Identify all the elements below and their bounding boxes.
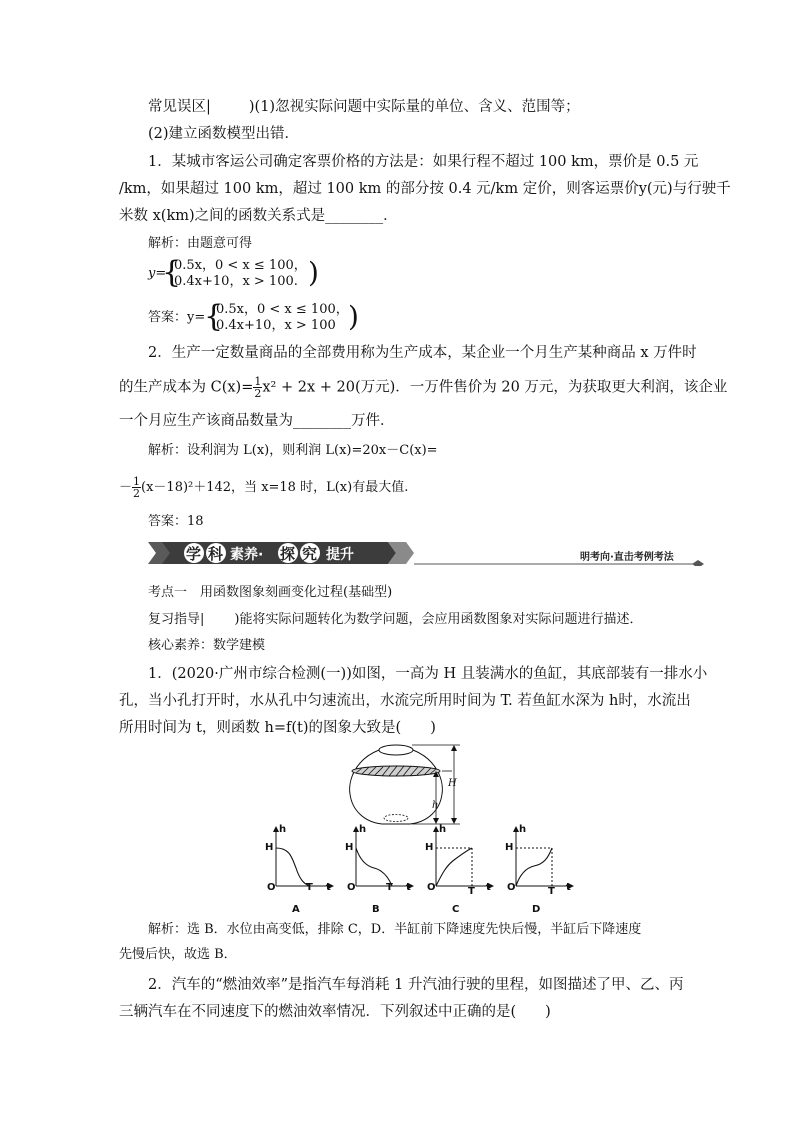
banner-char-3: 探: [280, 545, 296, 563]
graph-D-t: t: [566, 882, 571, 893]
common-mistakes-label: 常见误区|: [148, 99, 211, 115]
banner-right-text: 明考向·直击考例考法: [580, 552, 674, 563]
k1-title: 考点一 用函数图象刻画变化过程(基础型): [148, 585, 393, 600]
k1-core: 核心素养：数学建模: [148, 638, 266, 653]
graph-A-H: H: [265, 842, 274, 853]
option-B-label: B: [372, 904, 380, 915]
q1-line3: 米数 x(km)之间的函数关系式是________．: [119, 208, 398, 224]
p1-line3: 所用时间为 t，则函数 h=f(t)的图象大致是( ): [119, 720, 436, 736]
common-mistakes-line2: (2)建立函数模型出错．: [148, 126, 300, 142]
q1-line1: 1．某城市客运公司确定客票价格的方法是：如果行程不超过 100 km，票价是 0.5 元: [148, 154, 699, 170]
left-brace-icon: {: [162, 255, 182, 290]
fraction-one-half: $\frac{1}{2}$: [254, 375, 262, 400]
graph-D-h: h: [519, 824, 527, 835]
graph-A-T: T: [306, 882, 313, 893]
graph-C-T: T: [468, 886, 475, 897]
banner-char-4: 究: [302, 545, 318, 563]
q2-line1: 2．生产一定数量商品的全部费用称为生产成本，某企业一个月生产某种商品 x 万件时: [148, 345, 697, 361]
graph-B-H: H: [345, 842, 354, 853]
graph-B-O: O: [347, 882, 356, 893]
right-paren-icon: ): [348, 300, 359, 333]
q2-line3: 一个月应生产该商品数量为________万件．: [119, 413, 395, 429]
right-paren-icon: ): [308, 256, 319, 289]
figure-label-h: h: [432, 800, 439, 811]
common-mistakes-line1: 常见误区| )(1)忽视实际问题中实际量的单位、含义、范围等；: [148, 99, 580, 115]
p2-line1: 2．汽车的“燃油效率”是指汽车每消耗 1 升汽油行驶的里程，如图描述了甲、乙、丙: [148, 977, 684, 993]
fraction-one-half: $\frac{1}{2}$: [133, 475, 141, 500]
graph-B-t: t: [406, 882, 411, 893]
q2-analysis2: － $\frac{1}{2}$ (x－18)²＋142，当 x=18 时，L(x)有最大值.: [119, 475, 409, 500]
p1-line2: 孔，当小孔打开时，水从孔中匀速流出，水流完所用时间为 T. 若鱼缸水深为 h时，水流出: [119, 693, 691, 709]
option-A-label: A: [292, 904, 300, 915]
q2-answer: 答案：18: [148, 514, 204, 529]
graph-C-H: H: [425, 842, 434, 853]
k1-review: 复习指导| )能将实际问题转化为数学问题，会应用函数图象对实际问题进行描述．: [148, 612, 643, 627]
q1-line2: /km，如果超过 100 km，超过 100 km 的部分按 0.4 元/km 定价，则客运票价y(元)与行驶千: [119, 181, 731, 197]
graph-D-O: O: [507, 882, 516, 893]
banner-char-2: 科: [208, 545, 224, 563]
banner-char-1: 学: [186, 545, 202, 563]
q2-line2: 的生产成本为 C(x)= $\frac{1}{2}$ x² + 2x + 20(万元)．一万件售价为 20 万元，为获取更大利润，该企业: [119, 375, 728, 400]
banner-text-2: 提升: [326, 547, 354, 563]
q1-analysis: 解析：由题意可得: [148, 236, 253, 251]
graph-C-t: t: [486, 882, 491, 893]
p1-line1: 1．(2020·广州市综合检测(一))如图，一高为 H 且装满水的鱼缸，其底部装有一排水小: [148, 666, 708, 682]
option-graphs: [256, 824, 576, 920]
graph-C-O: O: [427, 882, 436, 893]
p1-analysis2: 先慢后快，故选 B．: [119, 947, 237, 962]
graph-A-O: O: [267, 882, 276, 893]
p1-analysis1: 解析：选 B．水位由高变低，排除 C，D．半缸前下降速度先快后慢，半缸后下降速度: [148, 922, 642, 937]
graph-C-h: h: [439, 824, 447, 835]
option-C-label: C: [452, 904, 460, 915]
graph-A-h: h: [279, 824, 287, 835]
graph-B-T: T: [386, 882, 393, 893]
figure-label-H: H: [448, 778, 457, 789]
p2-line2: 三辆汽车在不同速度下的燃油效率情况．下列叙述中正确的是( ): [119, 1004, 551, 1020]
graph-D-T: T: [548, 886, 555, 897]
option-D-label: D: [532, 904, 541, 915]
section-banner: [148, 540, 708, 566]
graph-A-t: t: [326, 882, 331, 893]
graph-B-h: h: [359, 824, 367, 835]
left-brace-icon: {: [204, 299, 224, 334]
q2-analysis1: 解析：设利润为 L(x)，则利润 L(x)=20x－C(x)=: [148, 443, 438, 458]
banner-text-1: 素养·: [230, 547, 264, 563]
graph-D-H: H: [505, 842, 514, 853]
